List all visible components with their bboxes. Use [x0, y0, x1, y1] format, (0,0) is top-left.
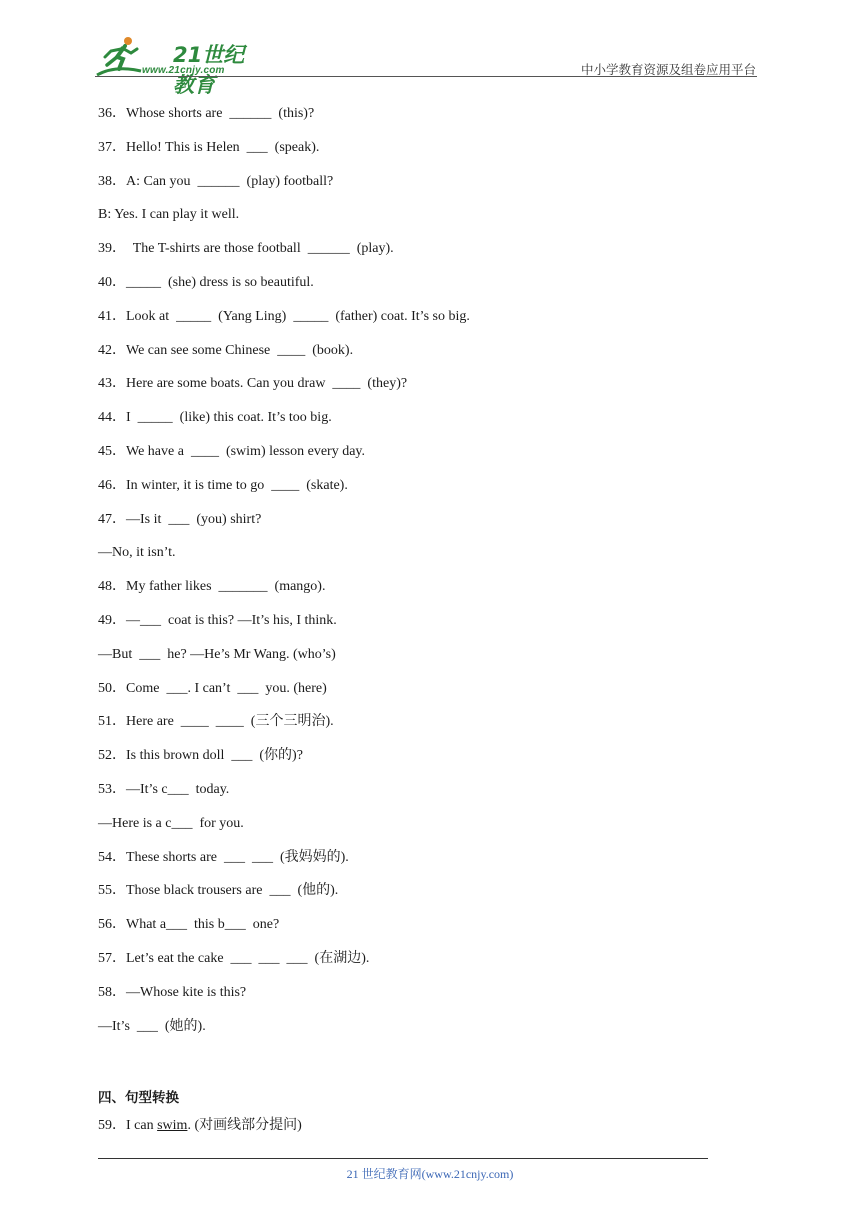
question-line: 54．These shorts are ___ ___ (我妈妈的). [98, 849, 349, 865]
question-line: 40．_____ (she) dress is so beautiful. [98, 274, 314, 290]
q59-prefix: 59．I can [98, 1118, 158, 1134]
question-line: 46．In winter, it is time to go ____ (skate). [98, 477, 348, 493]
question-line: 42．We can see some Chinese ____ (book). [98, 342, 354, 358]
question-line: 56．What a___ this b___ one? [98, 917, 280, 933]
question-line: 52．Is this brown doll ___ (你的)? [98, 748, 303, 764]
exercise-content [98, 103, 758, 1149]
question-line: 39． The T-shirts are those football ______ (play). [98, 241, 394, 257]
logo-url: www.21cnjy.com [142, 65, 225, 76]
question-line: 48．My father likes _______ (mango). [98, 579, 326, 595]
question-line: 38．A: Can you ______ (play) football? [98, 173, 334, 189]
question-line: —But ___ he? —He’s Mr Wang. (who’s) [98, 646, 336, 662]
question-line: —Here is a c___ for you. [98, 815, 244, 831]
question-59 [98, 1115, 758, 1149]
q59-suffix: . (对画线部分提问) [187, 1118, 302, 1134]
question-line: 45．We have a ____ (swim) lesson every day. [98, 443, 366, 459]
section-title: 四、句型转换 [98, 1090, 179, 1107]
question-line: 43．Here are some boats. Can you draw ____ (they)? [98, 376, 408, 392]
question-line: 41．Look at _____ (Yang Ling) _____ (father) coat. It’s so big. [98, 308, 470, 324]
question-line: 57．Let’s eat the cake ___ ___ ___ (在湖边). [98, 950, 370, 966]
question-line: 58．—Whose kite is this? [98, 984, 247, 1000]
question-line: 44．I _____ (like) this coat. It’s too big. [98, 410, 332, 426]
question-line: 37．Hello! This is Helen ___ (speak). [98, 139, 320, 155]
footer-text: 21 世纪教育网(www.21cnjy.com) [346, 1167, 514, 1181]
header-divider [95, 76, 757, 77]
question-line: 36．Whose shorts are ______ (this)? [98, 106, 315, 121]
question-line: 55．Those black trousers are ___ (他的). [98, 883, 339, 899]
header-platform-text: 中小学教育资源及组卷应用平台 [580, 62, 756, 77]
question-line: B: Yes. I can play it well. [98, 207, 240, 223]
question-line: 50．Come ___. I can’t ___ you. (here) [98, 680, 327, 696]
page-header [0, 0, 860, 97]
question-line: —No, it isn’t. [98, 545, 176, 561]
question-line: —It’s ___ (她的). [98, 1018, 206, 1034]
question-line: 47．—Is it ___ (you) shirt? [98, 511, 262, 527]
logo-text: 21世纪教育 [173, 43, 245, 97]
runner-logo-icon [95, 35, 145, 79]
section-spacer [98, 1049, 758, 1087]
footer-divider [98, 1158, 708, 1159]
logo [95, 35, 265, 97]
question-line: 51．Here are ____ ____ (三个三明治). [98, 714, 334, 730]
question-line: 49．—___ coat is this? —It’s his, I think. [98, 612, 337, 628]
question-line: 53．—It’s c___ today. [98, 781, 230, 797]
q59-underlined-word: swim [157, 1118, 188, 1134]
